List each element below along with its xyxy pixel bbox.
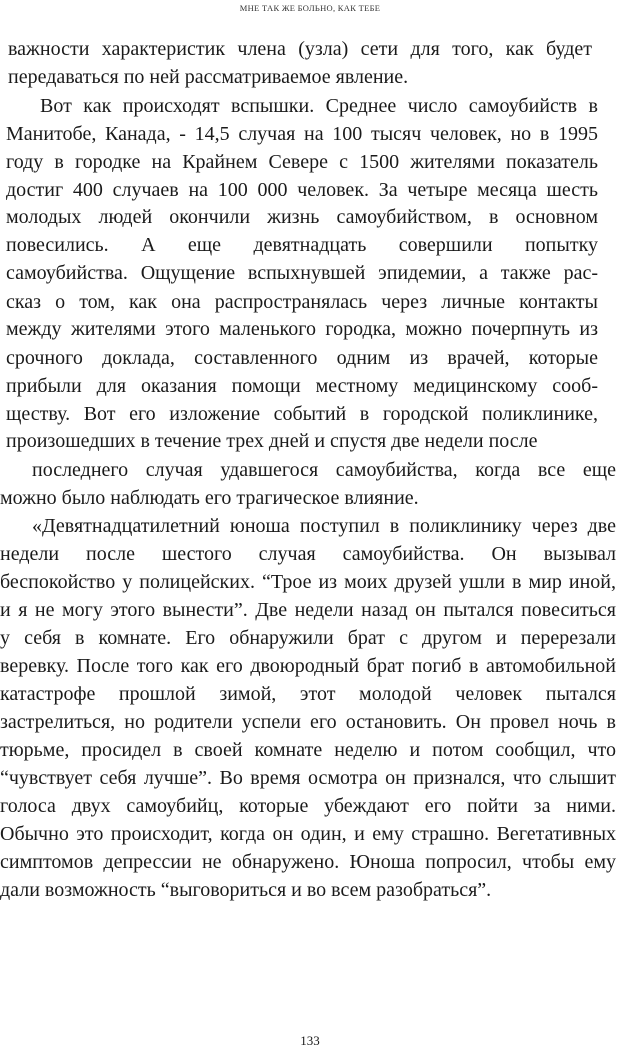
text-line: последнего случая удавшегося самоубийства, когда все еще — [32, 459, 616, 481]
text-line: катастрофе прошлой зимой, этот молодой человек пытался — [0, 683, 616, 705]
text-line: между жителями этого маленького городка, можно почерпнуть из — [6, 318, 598, 340]
text-line: важности характеристик члена (узла) сети для того, как будет — [8, 38, 592, 60]
text-line: достиг 400 случаев на 100 000 человек. За четыре месяца шесть — [6, 179, 598, 201]
text-line: Манитобе, Канада, - 14,5 случая на 100 тысяч человек, но в 1995 — [6, 123, 598, 145]
text-line: срочного доклада, составленного одним из врачей, которые — [6, 347, 598, 369]
text-line: и я не могу этого вынести”. Две недели назад он пытался повеситься — [0, 599, 616, 621]
text-line: у себя в комнате. Его обнаружили брат с другом и перерезали — [0, 627, 616, 649]
text-line: веревку. После того как его двоюродный брат погиб в автомобильной — [0, 655, 616, 677]
text-line: Обычно это происходит, когда он один, и ему страшно. Вегетативных — [0, 823, 616, 845]
text-line: году в городке на Крайнем Севере с 1500 жителями показатель — [6, 151, 598, 173]
page-number: 133 — [300, 1033, 320, 1048]
text-line: недели после шестого случая самоубийства. Он вызывал — [0, 543, 616, 565]
running-head: МНЕ ТАК ЖЕ БОЛЬНО, КАК ТЕБЕ — [239, 3, 381, 13]
text-line: ществу. Вот его изложение событий в городской поликлинике, — [6, 403, 598, 425]
text-line: беспокойство у полицейских. “Трое из моих друзей ушли в мир иной, — [0, 571, 616, 593]
text-line: симптомов депрессии не обнаружено. Юноша попросил, чтобы ему — [0, 851, 616, 873]
text-line: «Девятнадцатилетний юноша поступил в поликлинику через две — [32, 515, 616, 537]
text-line: самоубийства. Ощущение вспыхнувшей эпидемии, а также рас- — [6, 262, 598, 284]
text-line: застрелиться, но родители успели его остановить. Он провел ночь в — [0, 711, 616, 733]
text-line: можно было наблюдать его трагическое влияние. — [0, 487, 419, 509]
text-line: прибыли для оказания помощи местному медицинскому сооб- — [6, 375, 598, 397]
text-line: Вот как происходят вспышки. Среднее число самоубийств в — [40, 95, 598, 117]
text-line: голоса двух самоубийц, которые убеждают его пойти за ними. — [0, 795, 616, 817]
text-line: произошедших в течение трех дней и спустя две недели после — [6, 430, 538, 452]
text-line: повесились. А еще девятнадцать совершили попытку — [6, 234, 598, 256]
text-line: дали возможность “выговориться и во всем разобраться”. — [0, 879, 492, 901]
text-line: передаваться по ней рассматриваемое явление. — [8, 66, 409, 88]
text-line: тюрьме, просидел в своей комнате неделю и потом сообщил, что — [0, 739, 616, 761]
text-line: молодых людей окончили жизнь самоубийством, в основном — [6, 206, 598, 228]
text-line: сказ о том, как она распространялась через личные контакты — [6, 291, 598, 313]
text-line: “чувствует себя лучше”. Во время осмотра он признался, что слышит — [0, 767, 616, 789]
